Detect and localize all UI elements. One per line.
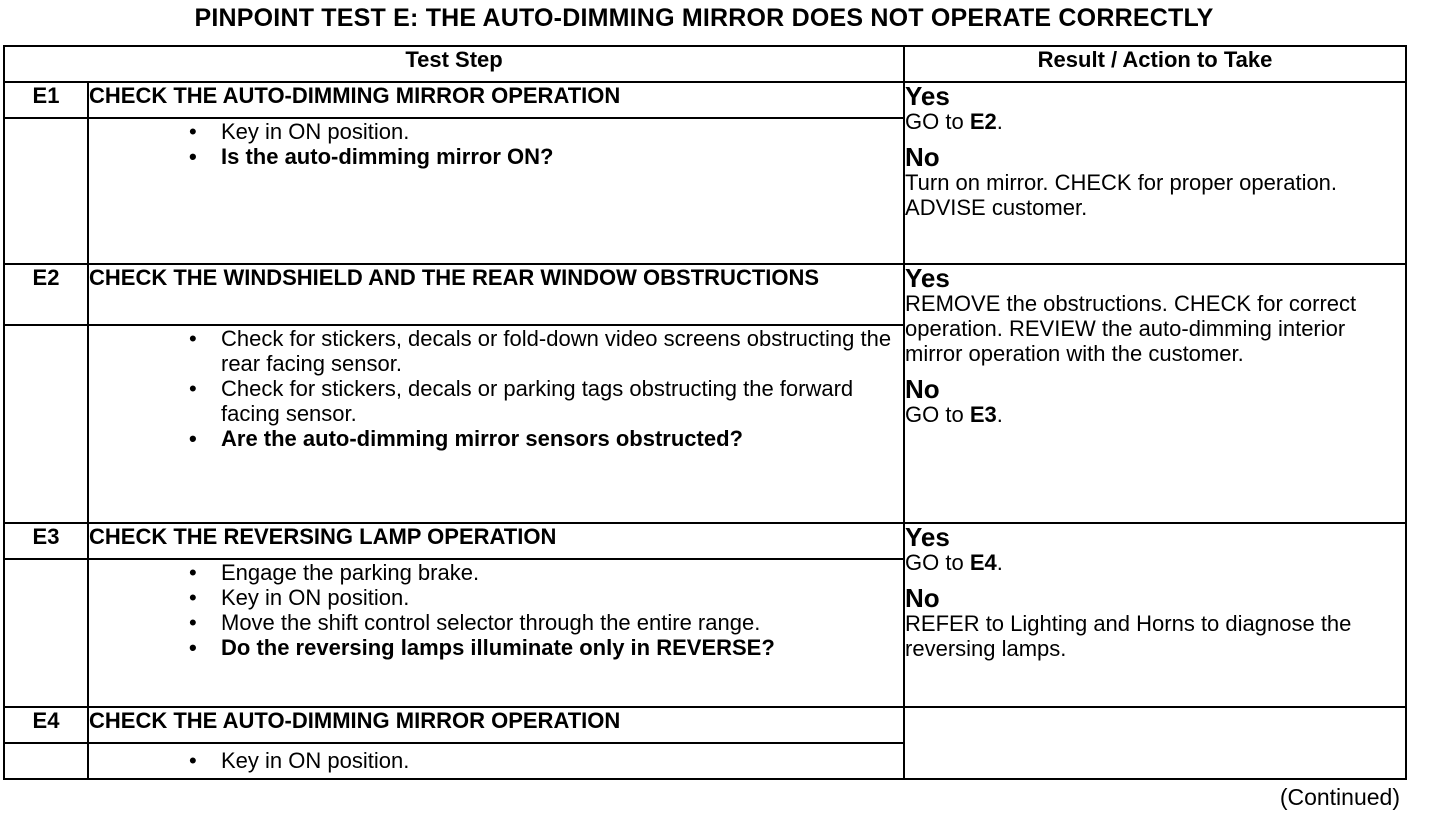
step-id: E4 — [4, 707, 88, 743]
list-item: • Move the shift control selector through the entire range. — [189, 610, 761, 635]
step-question: • Is the auto-dimming mirror ON? — [189, 144, 554, 169]
yes-action: REMOVE the obstructions. CHECK for correct operation. REVIEW the auto-dimming interior mirror operation with the customer. — [905, 291, 1357, 366]
step-id-spacer — [4, 325, 88, 523]
step-body — [88, 325, 904, 523]
step-title: CHECK THE AUTO-DIMMING MIRROR OPERATION — [88, 82, 904, 118]
step-e4-result — [904, 707, 1406, 779]
list-item: • Key in ON position. — [189, 748, 410, 773]
step-body — [88, 118, 904, 264]
step-question: • Are the auto-dimming mirror sensors obstructed? — [189, 426, 743, 451]
no-action: GO to E3. — [905, 402, 1003, 427]
step-e1-title-row — [4, 82, 1406, 118]
no-label: No — [905, 583, 940, 613]
yes-label: Yes — [905, 81, 950, 111]
step-e3-result — [904, 523, 1406, 707]
step-question: • Do the reversing lamps illuminate only in REVERSE? — [189, 635, 775, 660]
step-e4-title-row — [4, 707, 1406, 743]
step-body — [88, 559, 904, 707]
header-result: Result / Action to Take — [904, 46, 1406, 82]
step-id-spacer — [4, 743, 88, 779]
list-item: • Key in ON position. — [189, 585, 410, 610]
list-item: • Check for stickers, decals or parking tags obstructing the forward facing sensor. — [189, 376, 854, 426]
step-title: CHECK THE WINDSHIELD AND THE REAR WINDOW OBSTRUCTIONS — [88, 264, 904, 325]
yes-label: Yes — [905, 263, 950, 293]
list-item: • Check for stickers, decals or fold-down video screens obstructing the rear facing sensor. — [189, 326, 892, 376]
yes-action: GO to E2. — [905, 109, 1003, 134]
pinpoint-test-table — [3, 45, 1407, 780]
list-item: • Engage the parking brake. — [189, 560, 480, 585]
no-label: No — [905, 374, 940, 404]
step-id: E3 — [4, 523, 88, 559]
step-e1-result — [904, 82, 1406, 264]
list-item: • Key in ON position. — [189, 119, 410, 144]
step-id-spacer — [4, 118, 88, 264]
step-e3-title-row — [4, 523, 1406, 559]
step-body — [88, 743, 904, 779]
table-header-row — [4, 46, 1406, 82]
no-label: No — [905, 142, 940, 172]
step-id: E2 — [4, 264, 88, 325]
step-id: E1 — [4, 82, 88, 118]
no-action: REFER to Lighting and Horns to diagnose the reversing lamps. — [905, 611, 1352, 661]
step-e2-result — [904, 264, 1406, 523]
step-id-spacer — [4, 559, 88, 707]
header-test-step: Test Step — [4, 46, 904, 82]
yes-action: GO to E4. — [905, 550, 1003, 575]
step-e2-title-row — [4, 264, 1406, 325]
step-title: CHECK THE AUTO-DIMMING MIRROR OPERATION — [88, 707, 904, 743]
no-action: Turn on mirror. CHECK for proper operation. ADVISE customer. — [905, 170, 1338, 220]
yes-label: Yes — [905, 522, 950, 552]
page-title: PINPOINT TEST E: THE AUTO-DIMMING MIRROR DOES NOT OPERATE CORRECTLY — [194, 4, 1214, 32]
step-title: CHECK THE REVERSING LAMP OPERATION — [88, 523, 904, 559]
continued-label: (Continued) — [1279, 784, 1400, 810]
